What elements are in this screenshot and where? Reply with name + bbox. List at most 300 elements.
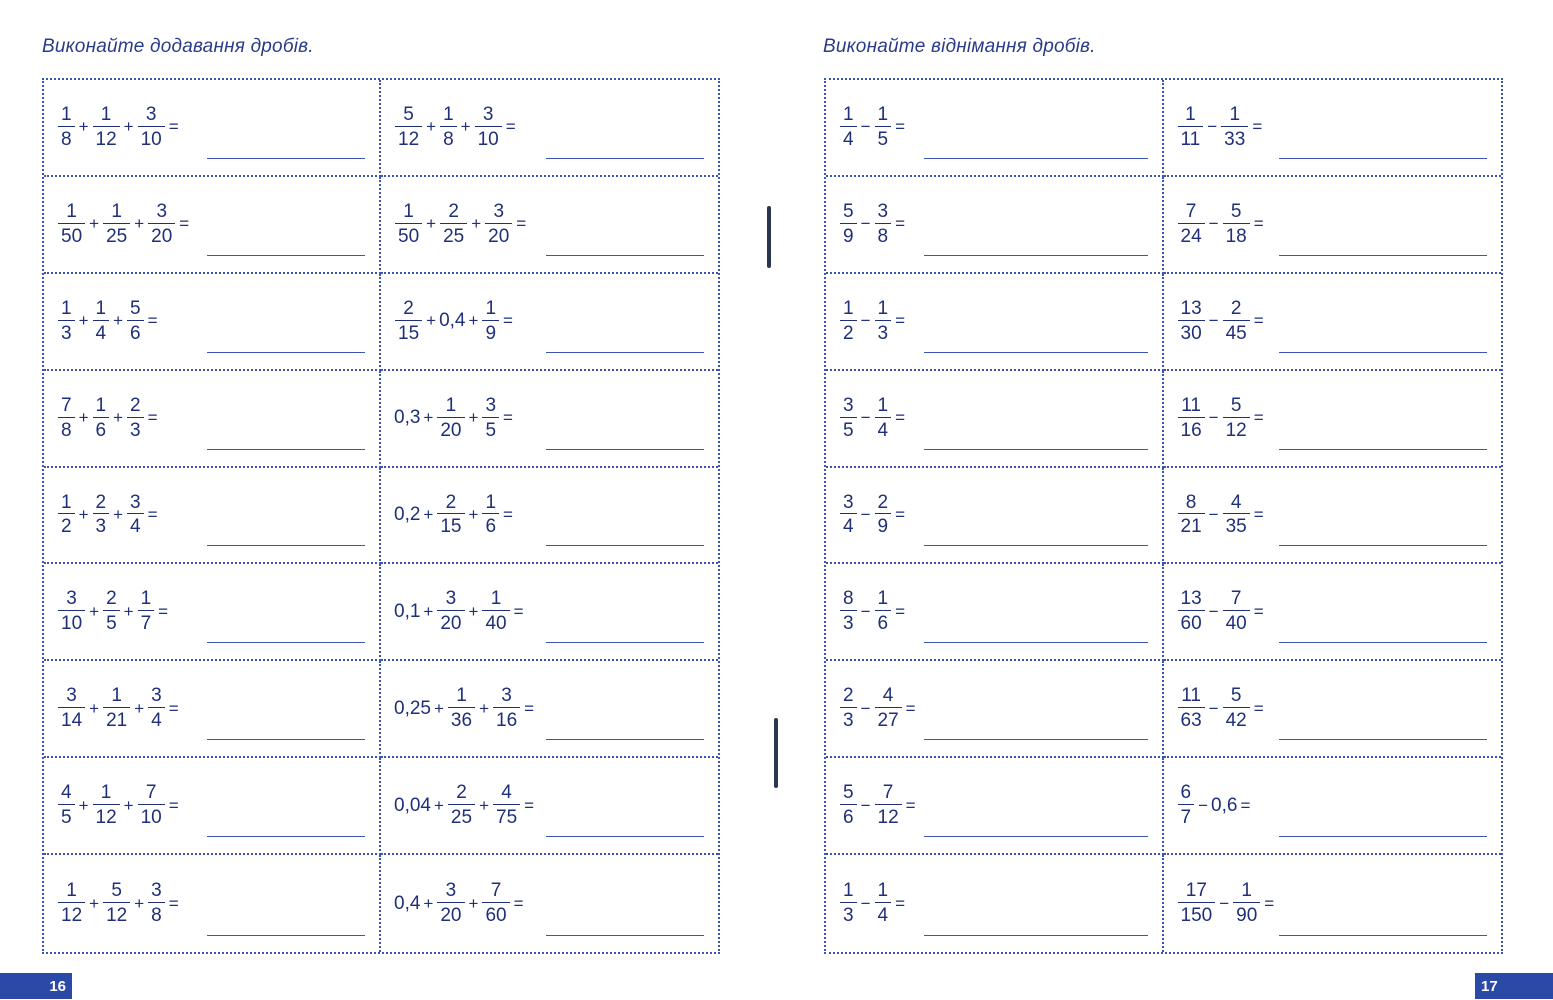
- fraction-denominator: 20: [437, 417, 464, 441]
- fraction-numerator: 2: [106, 588, 117, 610]
- exercise-cell: [826, 468, 1164, 565]
- fraction: [437, 881, 464, 926]
- operator: −: [1208, 601, 1219, 621]
- exercise-expression: [838, 589, 907, 634]
- fraction-denominator: 5: [482, 417, 499, 441]
- exercise-cell: [1164, 564, 1502, 661]
- operator: +: [123, 795, 134, 815]
- fraction-numerator: 2: [445, 491, 457, 513]
- exercise-expression: [393, 783, 536, 828]
- answer-line[interactable]: [546, 352, 704, 353]
- exercise-expression: [838, 783, 918, 828]
- exercise-expression: [1176, 202, 1266, 247]
- answer-line[interactable]: [546, 642, 704, 643]
- fraction-numerator: 1: [111, 200, 122, 222]
- fraction-numerator: 1: [1185, 104, 1196, 125]
- fraction-denominator: 42: [1223, 707, 1250, 731]
- fraction: [840, 881, 857, 926]
- fraction: [493, 783, 520, 828]
- operator: +: [423, 504, 434, 524]
- fraction: [840, 686, 857, 731]
- fraction-numerator: 4: [61, 782, 72, 804]
- exercise-expression: [1176, 493, 1266, 538]
- operator: =: [179, 214, 190, 234]
- operator: +: [113, 504, 124, 524]
- operator: +: [460, 117, 471, 137]
- fraction-denominator: 3: [58, 320, 75, 344]
- fraction: [1223, 202, 1250, 247]
- fraction-numerator: 5: [843, 782, 854, 804]
- fraction-denominator: 50: [395, 223, 422, 247]
- decimal-number: 0,6: [1211, 794, 1238, 816]
- fraction: [840, 396, 857, 441]
- fraction-numerator: 3: [482, 104, 494, 125]
- answer-line[interactable]: [1279, 935, 1487, 936]
- exercise-cell: [1164, 177, 1502, 274]
- fraction-denominator: 6: [840, 804, 857, 828]
- fraction-denominator: 6: [482, 513, 499, 537]
- fraction-numerator: 1: [403, 200, 414, 222]
- fraction-denominator: 16: [1178, 417, 1205, 441]
- answer-line[interactable]: [924, 836, 1148, 837]
- subtraction-exercise-grid: [824, 78, 1503, 954]
- fraction-numerator: 7: [1230, 588, 1242, 610]
- operator: =: [168, 117, 179, 137]
- fraction: [475, 105, 502, 150]
- fraction-denominator: 4: [875, 417, 892, 441]
- exercise-cell: [826, 855, 1164, 952]
- operator: +: [134, 214, 145, 234]
- fraction: [127, 299, 144, 344]
- exercise-expression: [393, 686, 536, 731]
- fraction: [395, 202, 422, 247]
- fraction-denominator: 12: [1223, 417, 1250, 441]
- exercise-cell: [1164, 371, 1502, 468]
- fraction: [440, 105, 457, 150]
- fraction-denominator: 20: [437, 610, 464, 634]
- operator: =: [1252, 117, 1263, 137]
- answer-line[interactable]: [546, 739, 704, 740]
- fraction-numerator: 5: [1230, 685, 1242, 707]
- fraction-numerator: 1: [111, 685, 122, 707]
- exercise-cell: [381, 758, 718, 855]
- fraction-numerator: 1: [443, 104, 454, 125]
- answer-line[interactable]: [1279, 739, 1487, 740]
- fraction: [448, 686, 475, 731]
- fraction: [482, 589, 509, 634]
- fraction: [138, 783, 165, 828]
- fraction-denominator: 3: [840, 902, 857, 926]
- fraction-denominator: 21: [1178, 513, 1205, 537]
- answer-line[interactable]: [207, 158, 365, 159]
- fraction-denominator: 2: [58, 513, 75, 537]
- fraction-denominator: 11: [1178, 126, 1204, 150]
- fraction-denominator: 60: [482, 902, 509, 926]
- operator: −: [1198, 795, 1209, 815]
- operator: =: [895, 601, 906, 621]
- exercise-expression: [838, 493, 907, 538]
- fraction-denominator: 5: [103, 610, 120, 634]
- fraction-numerator: 1: [485, 491, 497, 513]
- fraction: [1178, 881, 1216, 926]
- decimal-number: 0,04: [394, 794, 431, 816]
- fraction-denominator: 4: [840, 513, 857, 537]
- fraction-denominator: 40: [1223, 610, 1250, 634]
- fraction: [875, 396, 892, 441]
- fraction-numerator: 1: [61, 104, 72, 125]
- fraction-numerator: 1: [100, 104, 112, 125]
- answer-line[interactable]: [546, 935, 704, 936]
- exercise-cell: [381, 661, 718, 758]
- fraction: [840, 299, 857, 344]
- answer-line[interactable]: [924, 352, 1148, 353]
- answer-line[interactable]: [207, 739, 365, 740]
- fraction: [1178, 396, 1205, 441]
- fraction: [840, 493, 857, 538]
- operator: =: [503, 504, 513, 524]
- answer-line[interactable]: [924, 255, 1148, 256]
- decimal-number: 0,1: [394, 600, 421, 622]
- fraction-numerator: 5: [111, 880, 122, 902]
- operator: +: [89, 698, 100, 718]
- page-number-right: 17: [1475, 973, 1553, 999]
- fraction-numerator: 3: [445, 880, 457, 902]
- exercise-expression: [56, 105, 181, 150]
- fraction-denominator: 6: [875, 610, 892, 634]
- fraction-numerator: 7: [61, 394, 72, 416]
- fraction-numerator: 4: [501, 782, 512, 804]
- answer-line[interactable]: [546, 255, 704, 256]
- fraction-numerator: 3: [156, 200, 168, 222]
- fraction-denominator: 27: [875, 707, 902, 731]
- operator: −: [1208, 214, 1219, 234]
- fraction-numerator: 3: [493, 200, 505, 222]
- fraction-denominator: 8: [58, 126, 75, 150]
- operator: =: [895, 893, 906, 913]
- exercise-expression: [56, 396, 160, 441]
- answer-line[interactable]: [546, 158, 704, 159]
- answer-line[interactable]: [207, 935, 365, 936]
- fraction-numerator: 1: [95, 297, 107, 319]
- answer-line[interactable]: [1279, 158, 1487, 159]
- fraction-denominator: 8: [875, 223, 892, 247]
- fraction: [58, 589, 85, 634]
- fraction-numerator: 8: [843, 588, 854, 610]
- fraction: [448, 783, 475, 828]
- fraction: [485, 202, 512, 247]
- operator: +: [479, 795, 489, 815]
- fraction-numerator: 13: [1180, 297, 1202, 319]
- fraction-denominator: 63: [1178, 707, 1205, 731]
- answer-line[interactable]: [1279, 255, 1487, 256]
- exercise-cell: [44, 564, 381, 661]
- exercise-cell: [44, 80, 381, 177]
- fraction-numerator: 1: [61, 297, 72, 319]
- operator: =: [524, 795, 535, 815]
- fraction-numerator: 1: [1241, 880, 1252, 902]
- operator: +: [78, 311, 89, 331]
- fraction-numerator: 4: [882, 685, 894, 707]
- operator: =: [516, 214, 527, 234]
- fraction: [437, 396, 464, 441]
- answer-line[interactable]: [924, 449, 1148, 450]
- fraction: [58, 396, 75, 441]
- fraction-denominator: 12: [875, 804, 902, 828]
- fraction-numerator: 5: [403, 104, 414, 125]
- operator: +: [134, 893, 145, 913]
- exercise-expression: [1176, 881, 1277, 926]
- fraction-numerator: 1: [61, 491, 72, 513]
- fraction-numerator: 13: [1180, 588, 1202, 610]
- exercise-cell: [1164, 80, 1502, 177]
- fraction-numerator: 1: [843, 297, 854, 319]
- fraction-numerator: 3: [445, 588, 457, 610]
- operator: −: [1207, 117, 1218, 137]
- fraction-numerator: 1: [140, 588, 152, 610]
- fraction-numerator: 1: [877, 588, 889, 610]
- fraction-numerator: 3: [151, 880, 162, 902]
- exercise-cell: [381, 855, 718, 952]
- exercise-cell: [826, 80, 1164, 177]
- fraction-denominator: 25: [103, 223, 130, 247]
- fraction: [875, 881, 892, 926]
- fraction-numerator: 1: [66, 200, 77, 222]
- fraction-denominator: 10: [138, 126, 165, 150]
- fraction: [93, 783, 120, 828]
- fraction-denominator: 10: [58, 610, 85, 634]
- fraction-denominator: 8: [58, 417, 75, 441]
- fraction: [482, 396, 499, 441]
- exercise-cell: [826, 177, 1164, 274]
- fraction: [437, 589, 464, 634]
- answer-line[interactable]: [207, 352, 365, 353]
- fraction: [1223, 686, 1250, 731]
- answer-line[interactable]: [1279, 836, 1487, 837]
- fraction-denominator: 9: [875, 513, 892, 537]
- exercise-expression: [56, 686, 181, 731]
- exercise-cell: [1164, 274, 1502, 371]
- fraction-denominator: 3: [875, 320, 892, 344]
- fraction-numerator: 3: [501, 685, 512, 707]
- fraction-denominator: 4: [875, 902, 892, 926]
- fraction-numerator: 1: [66, 880, 77, 902]
- exercise-cell: [381, 564, 718, 661]
- fraction-numerator: 7: [882, 782, 894, 804]
- fraction: [58, 881, 85, 926]
- exercise-expression: [838, 299, 907, 344]
- fraction: [58, 202, 85, 247]
- exercise-cell: [381, 371, 718, 468]
- fraction: [1223, 299, 1250, 344]
- fraction: [395, 299, 422, 344]
- operator: =: [895, 117, 906, 137]
- fraction: [148, 881, 165, 926]
- fraction-numerator: 2: [403, 297, 414, 319]
- fraction: [437, 493, 464, 538]
- exercise-cell: [381, 274, 718, 371]
- exercise-expression: [393, 105, 518, 150]
- operator: =: [513, 601, 524, 621]
- answer-line[interactable]: [924, 642, 1148, 643]
- answer-line[interactable]: [207, 836, 365, 837]
- decimal-number: 0,25: [394, 697, 431, 719]
- fraction-numerator: 11: [1181, 394, 1201, 416]
- fraction-denominator: 60: [1178, 610, 1205, 634]
- staple-top: [767, 206, 771, 268]
- fraction-numerator: 7: [145, 782, 157, 804]
- decimal-number: 0,4: [394, 892, 421, 914]
- operator: −: [860, 117, 871, 137]
- answer-line[interactable]: [1279, 449, 1487, 450]
- fraction-denominator: 12: [395, 126, 422, 150]
- operator: =: [905, 795, 916, 815]
- fraction: [93, 299, 110, 344]
- fraction-denominator: 8: [440, 126, 457, 150]
- fraction-denominator: 20: [437, 902, 464, 926]
- fraction-denominator: 12: [58, 902, 85, 926]
- fraction-denominator: 5: [875, 126, 892, 150]
- operator: =: [147, 504, 158, 524]
- operator: +: [423, 601, 434, 621]
- operator: +: [426, 214, 437, 234]
- operator: =: [1253, 311, 1264, 331]
- fraction: [58, 783, 75, 828]
- fraction-numerator: 6: [1180, 782, 1192, 804]
- fraction-denominator: 5: [58, 804, 75, 828]
- page-title-subtraction: Виконайте віднімання дробів.: [823, 36, 1096, 57]
- answer-line[interactable]: [207, 255, 365, 256]
- operator: +: [78, 408, 89, 428]
- exercise-cell: [1164, 855, 1502, 952]
- fraction: [875, 202, 892, 247]
- fraction: [482, 881, 509, 926]
- fraction-denominator: 90: [1233, 902, 1260, 926]
- exercise-expression: [56, 493, 160, 538]
- answer-line[interactable]: [924, 935, 1148, 936]
- operator: +: [113, 408, 124, 428]
- fraction-numerator: 3: [843, 491, 854, 513]
- exercise-expression: [393, 589, 526, 634]
- staple-bottom: [774, 718, 778, 788]
- fraction: [1233, 881, 1260, 926]
- fraction: [148, 686, 165, 731]
- exercise-cell: [826, 274, 1164, 371]
- fraction-numerator: 1: [843, 880, 854, 902]
- fraction-denominator: 2: [840, 320, 857, 344]
- fraction-numerator: 5: [130, 297, 141, 319]
- fraction-denominator: 3: [840, 610, 857, 634]
- answer-line[interactable]: [1279, 642, 1487, 643]
- answer-line[interactable]: [207, 642, 365, 643]
- operator: −: [1219, 893, 1230, 913]
- fraction-denominator: 75: [493, 804, 520, 828]
- fraction: [148, 202, 175, 247]
- operator: =: [895, 311, 906, 331]
- fraction-numerator: 11: [1181, 685, 1201, 707]
- exercise-expression: [393, 202, 528, 247]
- operator: +: [78, 117, 89, 137]
- operator: +: [134, 698, 145, 718]
- operator: =: [513, 893, 524, 913]
- operator: +: [468, 893, 479, 913]
- fraction-denominator: 150: [1178, 902, 1216, 926]
- exercise-expression: [393, 881, 526, 926]
- fraction: [1221, 105, 1248, 150]
- fraction-denominator: 10: [138, 804, 165, 828]
- answer-line[interactable]: [207, 545, 365, 546]
- fraction-numerator: 1: [877, 104, 889, 125]
- operator: +: [468, 408, 479, 428]
- fraction: [440, 202, 467, 247]
- fraction-numerator: 1: [490, 588, 502, 610]
- fraction-numerator: 3: [151, 685, 162, 707]
- fraction-denominator: 25: [440, 223, 467, 247]
- exercise-expression: [1176, 105, 1265, 150]
- fraction-denominator: 20: [148, 223, 175, 247]
- fraction-denominator: 4: [93, 320, 110, 344]
- exercise-cell: [44, 177, 381, 274]
- answer-line[interactable]: [546, 836, 704, 837]
- operator: −: [860, 311, 871, 331]
- fraction-numerator: 2: [877, 491, 889, 513]
- fraction-numerator: 7: [490, 880, 502, 902]
- fraction-denominator: 12: [93, 804, 120, 828]
- fraction-denominator: 6: [127, 320, 144, 344]
- exercise-expression: [838, 202, 907, 247]
- fraction-numerator: 1: [877, 297, 889, 319]
- fraction: [58, 299, 75, 344]
- operator: =: [1253, 214, 1264, 234]
- fraction-numerator: 3: [843, 394, 854, 416]
- fraction-numerator: 1: [456, 685, 467, 707]
- exercise-expression: [56, 881, 181, 926]
- exercise-cell: [1164, 468, 1502, 565]
- exercise-cell: [826, 661, 1164, 758]
- answer-line[interactable]: [924, 739, 1148, 740]
- fraction: [1178, 686, 1205, 731]
- fraction-numerator: 3: [130, 491, 141, 513]
- fraction-denominator: 6: [93, 417, 110, 441]
- answer-line[interactable]: [1279, 352, 1487, 353]
- operator: −: [1208, 504, 1219, 524]
- fraction: [875, 686, 902, 731]
- fraction: [93, 396, 110, 441]
- operator: +: [123, 601, 134, 621]
- exercise-cell: [826, 371, 1164, 468]
- exercise-expression: [56, 783, 181, 828]
- answer-line[interactable]: [1279, 545, 1487, 546]
- exercise-expression: [56, 202, 191, 247]
- fraction-denominator: 3: [127, 417, 144, 441]
- fraction-denominator: 16: [493, 707, 520, 731]
- answer-line[interactable]: [207, 449, 365, 450]
- exercise-expression: [1176, 396, 1266, 441]
- fraction-numerator: 1: [95, 394, 107, 416]
- answer-line[interactable]: [546, 545, 704, 546]
- exercise-expression: [56, 299, 160, 344]
- exercise-cell: [1164, 758, 1502, 855]
- answer-line[interactable]: [546, 449, 704, 450]
- fraction: [875, 783, 902, 828]
- fraction: [1178, 202, 1205, 247]
- answer-line[interactable]: [924, 545, 1148, 546]
- fraction: [93, 105, 120, 150]
- operator: =: [895, 504, 906, 524]
- fraction-numerator: 1: [1229, 104, 1241, 125]
- answer-line[interactable]: [924, 158, 1148, 159]
- fraction-denominator: 7: [138, 610, 155, 634]
- fraction-denominator: 50: [58, 223, 85, 247]
